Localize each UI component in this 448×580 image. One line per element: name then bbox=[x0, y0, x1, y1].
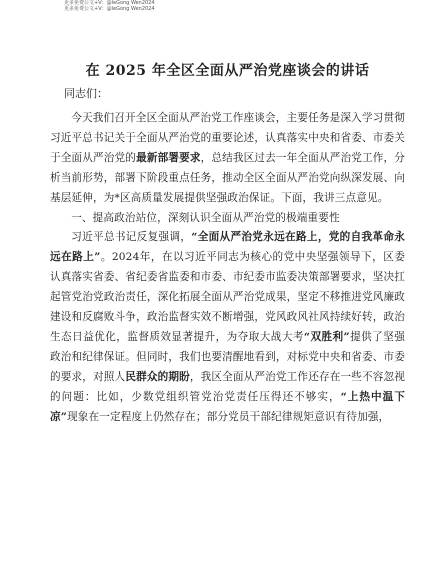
document-body bbox=[50, 109, 405, 428]
section-heading: 一、提高政治站位，深刻认识全面从严治党的极端重要性 bbox=[71, 211, 340, 224]
paragraph-section-1 bbox=[50, 228, 405, 427]
emphasis-text: “双胜利” bbox=[303, 330, 350, 343]
watermark-line-2: 更多免费公文+V：@leGong Wen2024 bbox=[64, 6, 155, 12]
paragraph-intro bbox=[50, 109, 405, 209]
paragraph-text: ，总结我区过去一年全面从严治党工作，分析当前形势，部署下阶段重点任务，推动全区全面从严治党向纵深发展、向基层延伸，为*区高质量发展提供坚强政治保证。下面，我讲三点意见。 bbox=[50, 151, 405, 204]
document-title: 在 2025 年全区全面从严治党座谈会的讲话 bbox=[85, 63, 370, 79]
paragraph-text: 今天我们召开全区全面从严治党工作座谈会，主要任务是深入学习贯彻习近平总书记关于全面从严治党的重要论述，认真落实中央和省委、市委关于全面从严治党的 bbox=[50, 112, 405, 164]
emphasis-quote: “上热中温下凉” bbox=[50, 390, 405, 423]
paragraph-text: 提供了坚强政治和纪律保证。但同时，我们也要清醒地看到，对标党中央和省委、市委的要求，对照人 bbox=[50, 330, 406, 383]
salutation: 同志们： bbox=[64, 87, 108, 100]
emphasis-quote: “全面从严治党永远在路上，党的自我革命永远在路上” bbox=[50, 231, 405, 264]
watermark-line-1: 更多免费公文+V：@leGong Wen2024 bbox=[64, 0, 155, 6]
paragraph-text: 现象在一定程度上仍然存在；部分党员干部纪律规矩意识有待加强， bbox=[67, 410, 390, 423]
paragraph-text: 。2024年，在以习近平同志为核心的党中央坚强领导下，区委认真落实省委、省纪委省监委和市委、市纪委市监委决策部署要求，坚决扛起管党治党政治责任，深化拓展全面从严治党成果，坚定不移推进党风廉政建设和反腐败斗争，政治监督实效不断增强，党风政风社风持续好转，政治生态日益优化，监督质效显著提升，为夺取大战大考 bbox=[50, 251, 406, 343]
paragraph-text: 习近平总书记反复强调， bbox=[71, 231, 192, 244]
emphasis-text: 最新部署要求 bbox=[136, 151, 201, 164]
emphasis-text: 民群众的期盼 bbox=[125, 370, 190, 383]
paragraph-text: ，我区全面从严治党工作还存在一些不容忽视的问题：比如，少数党组织管党治党责任压得还不够实， bbox=[50, 370, 405, 403]
